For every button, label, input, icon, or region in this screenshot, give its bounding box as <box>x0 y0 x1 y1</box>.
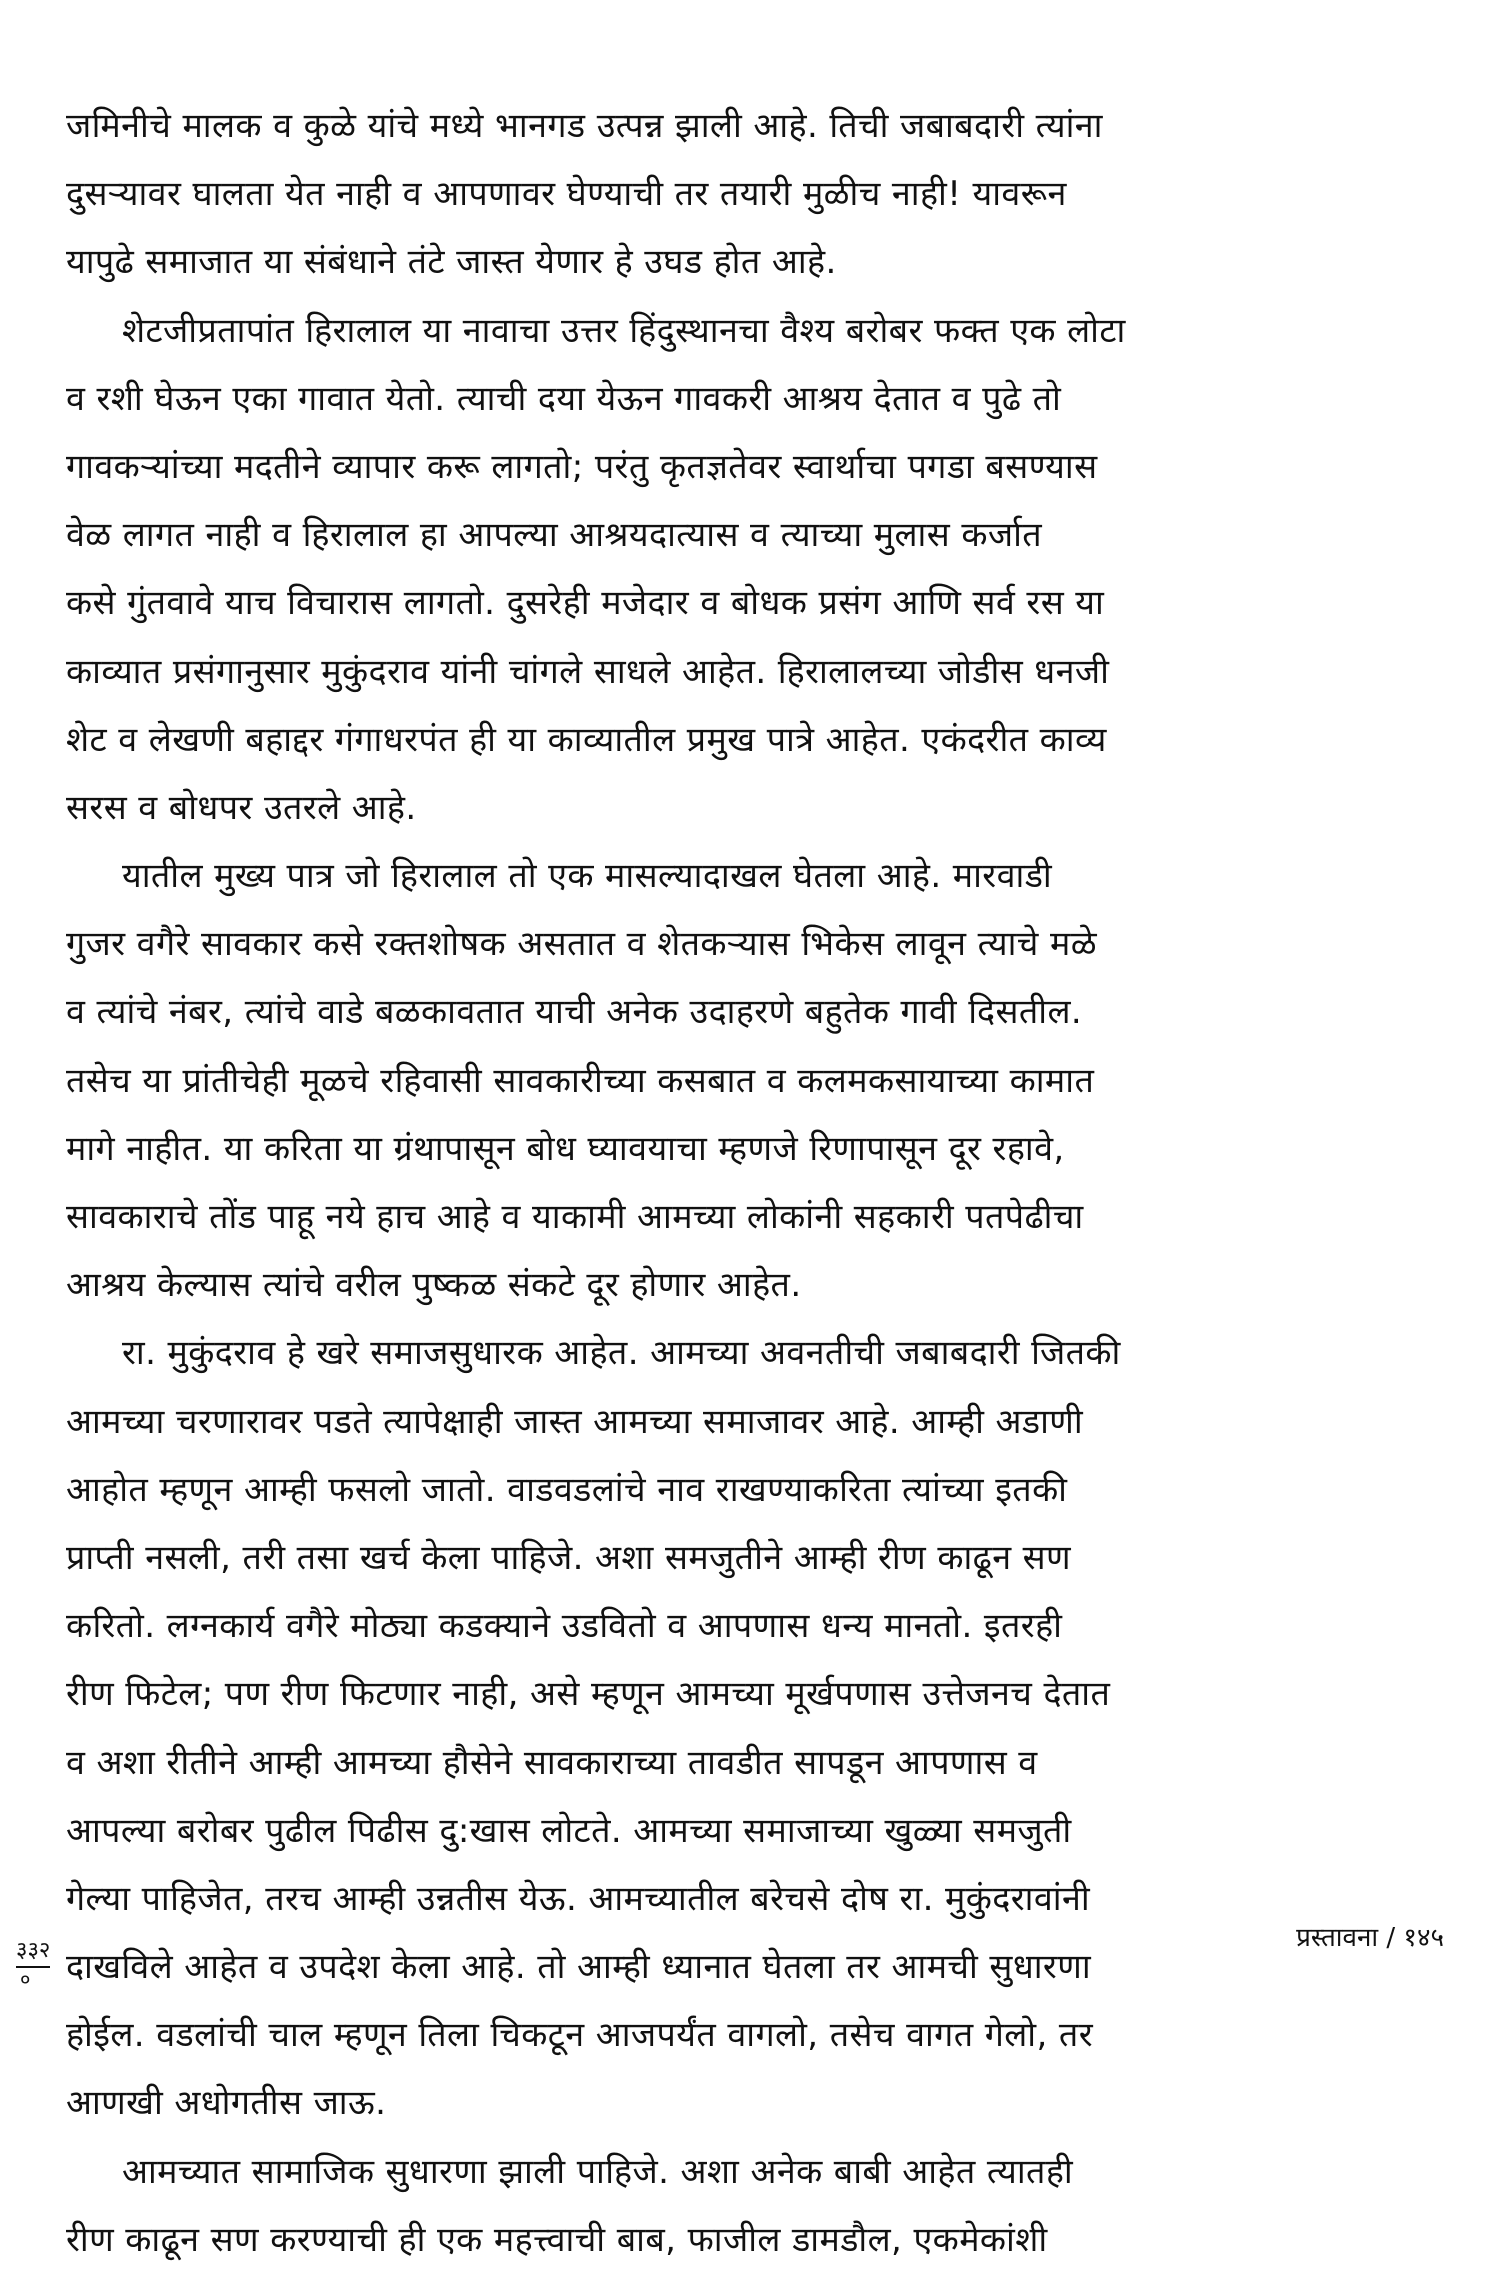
paragraph-4 <box>66 1319 1458 2137</box>
paragraph-1 <box>66 92 1458 297</box>
text-line: काव्यात प्रसंगानुसार मुकुंदराव यांनी चांगले साधले आहेत. हिरालालच्या जोडीस धनजी <box>66 651 1110 692</box>
text-line: व अशा रीतीने आम्ही आमच्या हौसेने सावकाराच्या तावडीत सापडून आपणास व <box>66 1742 1038 1783</box>
text-line: रीण फिटेल; पण रीण फिटणार नाही, असे म्हणून आमच्या मूर्खपणास उत्तेजनच देतात <box>66 1674 1111 1715</box>
text-line: तसेच या प्रांतीचेही मूळचे रहिवासी सावकारीच्या कसबात व कलमकसायाच्या कामात <box>66 1060 1095 1101</box>
text-line: यातील मुख्य पात्र जो हिरालाल तो एक मासल्यादाखल घेतला आहे. मारवाडी <box>122 856 1053 897</box>
paragraph-3 <box>66 842 1458 1319</box>
text-line: रा. मुकुंदराव हे खरे समाजसुधारक आहेत. आमच्या अवनतीची जबाबदारी जितकी <box>122 1333 1121 1374</box>
text-line: यापुढे समाजात या संबंधाने तंटे जास्त येणार हे उघड होत आहे. <box>66 242 837 283</box>
text-line: प्राप्ती नसली, तरी तसा खर्च केला पाहिजे. अशा समजुतीने आम्ही रीण काढून सण <box>66 1537 1072 1578</box>
text-line: व रशी घेऊन एका गावात येतो. त्याची दया येऊन गावकरी आश्रय देतात व पुढे तो <box>66 378 1062 419</box>
text-line: आमच्यात सामाजिक सुधारणा झाली पाहिजे. अशा अनेक बाबी आहेत त्यातही <box>122 2151 1074 2192</box>
text-line: गेल्या पाहिजेत, तरच आम्ही उन्नतीस येऊ. आमच्यातील बरेचसे दोष रा. मुकुंदरावांनी <box>66 1878 1091 1919</box>
page-mark-number: ३३२ <box>16 1938 50 1968</box>
paragraph-2 <box>66 297 1458 843</box>
text-line: दाखविले आहेत व उपदेश केला आहे. तो आम्ही ध्यानात घेतला तर आमची सुधारणा <box>66 1947 1092 1988</box>
text-line: आपल्या बरोबर पुढील पिढीस दु:खास लोटते. आमच्या समाजाच्या खुळ्या समजुती <box>66 1810 1072 1851</box>
text-line: दुसऱ्यावर घालता येत नाही व आपणावर घेण्याची तर तयारी मुळीच नाही! यावरून <box>66 174 1067 215</box>
text-line: करितो. लग्नकार्य वगैरे मोठ्या कडक्याने उडवितो व आपणास धन्य मानतो. इतरही <box>66 1606 1063 1647</box>
text-line: गावकऱ्यांच्या मदतीने व्यापार करू लागतो; परंतु कृतज्ञतेवर स्वार्थाचा पगडा बसण्यास <box>66 446 1098 487</box>
text-line: रीण काढून सण करण्याची ही एक महत्त्वाची बाब, फाजील डामडौल, एकमेकांशी <box>66 2219 1048 2260</box>
text-line: होईल. वडलांची चाल म्हणून तिला चिकटून आजपर्यंत वागलो, तसेच वागत गेलो, तर <box>66 2015 1094 2056</box>
text-line: मागे नाहीत. या करिता या ग्रंथापासून बोध घ्यावयाचा म्हणजे रिणापासून दूर रहावे, <box>66 1128 1065 1169</box>
text-line: सावकाराचे तोंड पाहू नये हाच आहे व याकामी आमच्या लोकांनी सहकारी पतपेढीचा <box>66 1197 1084 1237</box>
text-line: वेळ लागत नाही व हिरालाल हा आपल्या आश्रयदात्यास व त्याच्या मुलास कर्जात <box>66 515 1043 556</box>
text-line: कसे गुंतवावे याच विचारास लागतो. दुसरेही मजेदार व बोधक प्रसंग आणि सर्व रस या <box>66 583 1105 624</box>
page-mark <box>16 1938 80 1990</box>
paragraph-5 <box>66 2138 1458 2274</box>
document-body <box>66 92 1458 2274</box>
text-line: शेट व लेखणी बहाद्दर गंगाधरपंत ही या काव्यातील प्रमुख पात्रे आहेत. एकंदरीत काव्य <box>66 719 1107 760</box>
text-line: आणखी अधोगतीस जाऊ. <box>66 2083 387 2124</box>
text-line: आश्रय केल्यास त्यांचे वरील पुष्कळ संकटे दूर होणार आहेत. <box>66 1265 802 1306</box>
text-line: सरस व बोधपर उतरले आहे. <box>66 787 417 828</box>
text-line: आहोत म्हणून आम्ही फसलो जातो. वाडवडलांचे नाव राखण्याकरिता त्यांच्या इतकी <box>66 1469 1068 1510</box>
text-line: गुजर वगैरे सावकार कसे रक्तशोषक असतात व शेतकऱ्यास भिकेस लावून त्याचे मळे <box>66 924 1097 965</box>
text-line: व त्यांचे नंबर, त्यांचे वाडे बळकावतात याची अनेक उदाहरणे बहुतेक गावी दिसतील. <box>66 992 1083 1033</box>
running-footer: प्रस्तावना / १४५ <box>1296 1923 1444 1953</box>
text-line: जमिनीचे मालक व कुळे यांचे मध्ये भानगड उत्पन्न झाली आहे. तिची जबाबदारी त्यांना <box>66 106 1103 146</box>
page-mark-sub: ० <box>20 1967 31 1991</box>
text-line: शेटजीप्रतापांत हिरालाल या नावाचा उत्तर हिंदुस्थानचा वैश्य बरोबर फक्त एक लोटा <box>122 310 1126 351</box>
text-line: आमच्या चरणारावर पडते त्यापेक्षाही जास्त आमच्या समाजावर आहे. आम्ही अडाणी <box>66 1401 1084 1442</box>
